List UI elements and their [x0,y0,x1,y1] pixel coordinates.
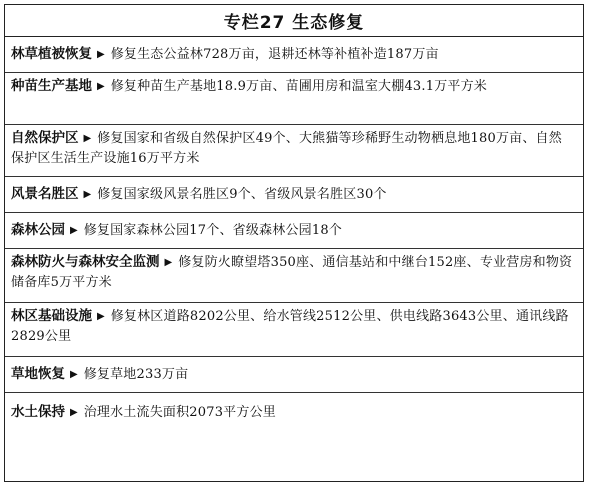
column-title: 专栏27 生态修复 [5,5,583,37]
triangle-right-icon: ▶ [83,189,92,200]
triangle-right-icon: ▶ [70,407,78,418]
triangle-right-icon: ▶ [70,369,78,380]
row-text: 修复防火瞭望塔350座、通信基站和中继台152座、专业营房和物资储备库5万平方米 [11,255,573,290]
row-forest-infrastructure [5,303,583,357]
row-nature-reserve [5,125,583,177]
triangle-right-icon: ▶ [97,49,105,60]
row-scenic-area [5,177,583,213]
row-label: 自然保护区 [11,130,79,146]
row-seedling-base [5,73,583,125]
row-text: 修复生态公益林728万亩，退耕还林等补植补造187万亩 [110,47,439,62]
row-forest-grass-restoration [5,37,583,73]
triangle-right-icon: ▶ [83,133,92,144]
row-text: 修复林区道路8202公里、给水管线2512公里、供电线路3643公里、通讯线路2829公里 [11,309,569,344]
row-text: 治理水土流失面积2073平方公里 [83,405,276,420]
row-text: 修复国家和省级自然保护区49个、大熊猫等珍稀野生动物栖息地180万亩、自然保护区生活生产设施16万平方米 [11,131,562,166]
row-label: 种苗生产基地 [11,78,92,94]
row-label: 林区基础设施 [11,308,92,324]
row-label: 林草植被恢复 [11,46,92,62]
row-forest-park [5,213,583,249]
row-soil-conservation [5,393,583,441]
row-text: 修复草地233万亩 [83,367,189,382]
row-grassland-restoration [5,357,583,393]
row-label: 森林防火与森林安全监测 [11,254,160,270]
triangle-right-icon: ▶ [97,81,105,92]
row-label: 风景名胜区 [11,186,79,202]
triangle-right-icon: ▶ [97,311,105,322]
row-label: 森林公园 [11,222,65,238]
row-text: 修复国家森林公园17个、省级森林公园18个 [83,223,342,238]
row-label: 草地恢复 [11,366,65,382]
row-label: 水土保持 [11,404,65,420]
row-text: 修复国家级风景名胜区9个、省级风景名胜区30个 [97,187,387,202]
column-box [4,4,584,482]
triangle-right-icon: ▶ [164,257,173,268]
triangle-right-icon: ▶ [70,225,78,236]
row-text: 修复种苗生产基地18.9万亩、苗圃用房和温室大棚43.1万平方米 [110,79,487,94]
row-fire-prevention [5,249,583,303]
